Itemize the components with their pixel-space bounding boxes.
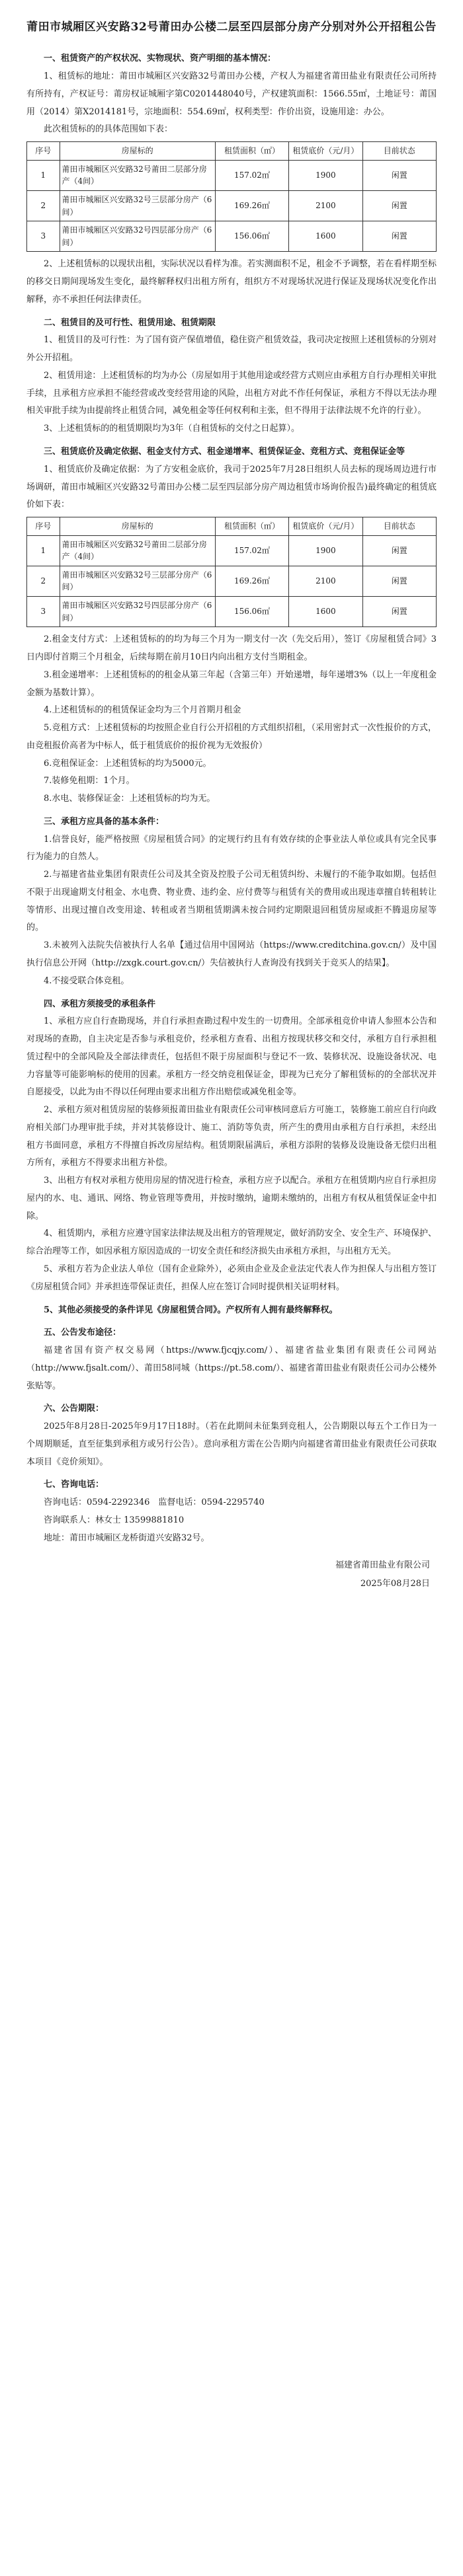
table-header-row [27, 517, 437, 536]
paragraph: 2.租金支付方式：上述租赁标的的均为每三个月为一期支付一次（先交后用），签订《房屋租赁合同》3日内即付首期三个月租金，后续每期在前月10日内向出租方支付当期租金。 [26, 634, 437, 662]
section-heading-2: 二、租赁目的及可行性、租赁用途、租赁期限 [44, 317, 216, 328]
signature-block [26, 1556, 437, 1593]
table-cell: 1900 [289, 535, 362, 566]
table-header-row [27, 142, 437, 161]
table-cell: 169.26㎡ [215, 190, 288, 221]
paragraph: 2、租赁用途：上述租赁标的均为办公（房屋如用于其他用途或经营方式则应由承租方自行办理相关审批手续，且承租方应承担不能经营或改变经营用途的风险，出租方对此不作任何保证，承租方不得以无法办理相关审批手续为由提前终止租赁合同，减免租金等任何权利和主张，但不得用于法律法规不允许的行业）。 [26, 370, 437, 416]
section-heading-8: 七、咨询电话： [44, 1480, 105, 1490]
paragraph: 6.竞租保证金：上述租赁标的均为5000元。 [44, 758, 212, 769]
table-cell: 157.02㎡ [215, 535, 288, 566]
table-cell: 2 [27, 190, 60, 221]
table-cell: 157.02㎡ [215, 160, 288, 190]
paragraph: 5、承租方若为企业法人单位（国有企业除外），必须由企业及企业法定代表人作为担保人与出租方签订《房屋租赁合同》并承担连带保证责任，担保人应在签订合同时提供相关证明材料。 [26, 1264, 437, 1292]
table-cell: 2100 [289, 190, 362, 221]
table-cell: 闲置 [362, 597, 436, 627]
table-cell: 1600 [289, 221, 362, 252]
rental-table-2 [26, 517, 437, 627]
signature-org: 福建省莆田盐业有限公司 [335, 1560, 430, 1571]
column-header: 目前状态 [362, 517, 436, 536]
table-cell: 2 [27, 566, 60, 596]
table-row [27, 566, 437, 596]
table-cell: 闲置 [362, 221, 436, 252]
table-cell: 莆田市城厢区兴安路32号三层部分房产（6间） [60, 190, 215, 221]
table-cell: 闲置 [362, 566, 436, 596]
column-header: 序号 [27, 517, 60, 536]
paragraph: 5.竞租方式：上述租赁标的均按照企业自行公开招租的方式组织招租，（采用密封式一次性报价的方式，由竞租报价高者为中标人，低于租赁底价的报价视为无效报价） [26, 723, 437, 751]
paragraph: 此次租赁标的的具体范围如下表： [44, 124, 173, 135]
paragraph: 1、租赁目的及可行性：为了国有资产保值增值，稳住资产租赁效益，我司决定按照上述租赁标的分别对外公开招租。 [26, 335, 437, 363]
paragraph: 8.水电、装修保证金：上述租赁标的均为无。 [44, 794, 216, 804]
column-header: 房屋标的 [60, 517, 215, 536]
table-cell: 1600 [289, 597, 362, 627]
paragraph: 2.与福建省盐业集团有限责任公司及其全资及控股子公司无租赁纠纷、未履行的不能争取如期。包括但不限于出现逾期支付租金、水电费、物业费、违约金、应付费等与租赁有关的费用或出现违章擅自转租转让等情形、出现过擅自改变用途、转租或者当期租赁期满未按合同约定期限退回租赁房屋或拒不腾退房屋等的。 [26, 870, 437, 933]
paragraph: 7.装修免租期：1个月。 [44, 776, 135, 786]
table-cell: 1 [27, 160, 60, 190]
paragraph: 4.不接受联合体竞租。 [44, 975, 130, 986]
rental-table-1 [26, 141, 437, 252]
paragraph: 2025年8月28日-2025年9月17日18时。（若在此期间未征集到竞租人，公告期限以每五个工作日为一个周期顺延，直至征集到承租方或另行公告）。意向承租方需在公告期内向福建省莆田盐业有限责任公司获取本项目《竞价须知》。 [26, 1421, 437, 1467]
paragraph: 3、出租方有权对承租方使用房屋的情况进行检查，承租方应予以配合。承租方在租赁期内应自行承担房屋内的水、电、通讯、网络、物业管理等费用，并按时缴纳，逾期未缴纳的，出租方有权从租赁保证金中扣除。 [26, 1176, 437, 1221]
table-cell: 1900 [289, 160, 362, 190]
paragraph: 2、上述租赁标的以现状出租，实际状况以看样为准。若实测面积不足，租金不予调整，若在看样期至标的移交日期间现场发生变化，最终解释权归出租方所有，组织方不对现场状况进行保证及现场状况变化作出解释，亦不承担任何法律责任。 [26, 259, 437, 305]
column-header: 序号 [27, 142, 60, 161]
signature-date: 2025年08月28日 [360, 1578, 430, 1589]
table-row [27, 535, 437, 566]
column-header: 租赁底价（元/月） [289, 142, 362, 161]
table-cell: 1 [27, 535, 60, 566]
contact-address: 地址：莆田市城厢区龙桥街道兴安路32号。 [44, 1533, 210, 1543]
section-heading-6: 五、公告发布途径： [44, 1328, 122, 1338]
table-row [27, 190, 437, 221]
paragraph: 3.未被列入法院失信被执行人名单【通过信用中国网站（https://www.creditchina.gov.cn/）及中国执行信息公开网（http://zxgk.court.gov.cn/）失信被执行人查询没有找到关于竞买人的结果】。 [26, 940, 437, 968]
paragraph: 1.信誉良好，能严格按照《房屋租赁合同》的定规行约且有有效存续的企事业法人单位或具有完全民事行为能力的自然人。 [26, 834, 437, 862]
table-cell: 莆田市城厢区兴安路32号莆田二层部分房产（4间） [60, 160, 215, 190]
section-heading-7: 六、公告期限： [44, 1404, 105, 1414]
section-heading-4: 三、承租方应具备的基本条件： [44, 816, 165, 827]
table-row [27, 597, 437, 627]
paragraph-bold: 5、其他必须接受的条件详见《房屋租赁合同》。产权所有人拥有最终解释权。 [44, 1305, 338, 1315]
table-cell: 莆田市城厢区兴安路32号三层部分房产（6间） [60, 566, 215, 596]
table-cell: 莆田市城厢区兴安路32号四层部分房产（6间） [60, 597, 215, 627]
paragraph: 福建省国有资产权交易网（https://www.fjcqjy.com/）、福建省盐业集团有限责任公司网站（http://www.fjsalt.com/）、莆田58同城（https://pt.58.com/）、福建省莆田盐业有限责任公司办公楼外张贴等。 [26, 1345, 437, 1391]
paragraph: 2、承租方须对租赁房屋的装修须报莆田盐业有限责任公司审核同意后方可施工，装修施工前应自行向政府相关部门办理审批手续，并对其装修设计、施工、消防等负责，所产生的费用由承租方自行承担，未经出租方书面同意，承租方不得擅自拆改房屋结构。租赁期限届满后，承租方添附的装修及设施设备无偿归出租方所有，承租方不得要求出租方补偿。 [26, 1105, 437, 1168]
paragraph: 3、上述租赁标的的租赁期限均为3年（自租赁标的交付之日起算）。 [44, 424, 300, 434]
column-header: 租赁底价（元/月） [289, 517, 362, 536]
column-header: 租赁面积（㎡） [215, 517, 288, 536]
page-title: 莆田市城厢区兴安路32号莆田办公楼二层至四层部分房产分别对外公开招租公告 [26, 20, 437, 34]
section-heading-1: 一、租赁资产的产权状况、实物现状、资产明细的基本情况： [44, 54, 276, 64]
announcement-page [26, 0, 437, 1593]
column-header: 房屋标的 [60, 142, 215, 161]
column-header: 目前状态 [362, 142, 436, 161]
table-row [27, 221, 437, 252]
table-row [27, 160, 437, 190]
paragraph: 1、承租方应自行查勘现场，并自行承担查勘过程中发生的一切费用。全部承租竞价申请人参照本公告和对现场的查勘，自主决定是否参与承租竞价，经承租方查看、出租方按现状移交和交付，承租方自行承担租赁过程中的全部风险及全部法律责任，包括但不限于房屋面积与登记不一致、装修状况、设施设备状况、电力容量等可能影响标的使用的因素。承租方一经交纳竞租保证金，即视为已充分了解租赁标的的全部状况并自愿接受，以此为由不得以任何理由要求出租方作出赔偿或减免租金等。 [26, 1016, 437, 1098]
table-cell: 3 [27, 597, 60, 627]
paragraph: 3.租金递增率：上述租赁标的的租金从第三年起（含第三年）开始递增，每年递增3%（以上一年度租金金额为基数计算）。 [26, 669, 437, 698]
paragraph: 1、租赁标的地址：莆田市城厢区兴安路32号莆田办公楼，产权人为福建省莆田盐业有限责任公司所持有所持有，产权证号：莆房权证城厢字第C0201448040号，产权建筑面积：1566.55㎡，土地证号：莆国用（2014）第X2014181号，宗地面积：554.69㎡，权利类型：作价出资，设施用途：办公。 [26, 71, 437, 117]
paragraph: 1、租赁底价及确定依据：为了方安租金底价，我司于2025年7月28日组织人员去标的现场周边进行市场调研，莆田市城厢区兴安路32号莆田办公楼二层至四层部分房产周边租赁市场询价报告)最终确定的租赁底价如下表： [26, 464, 437, 510]
table-cell: 莆田市城厢区兴安路32号四层部分房产（6间） [60, 221, 215, 252]
paragraph: 4.上述租赁标的的租赁保证金均为三个月首期月租金 [44, 705, 241, 716]
table-cell: 3 [27, 221, 60, 252]
table-cell: 闲置 [362, 535, 436, 566]
table-cell: 169.26㎡ [215, 566, 288, 596]
section-heading-5: 四、承租方须接受的承租条件 [44, 999, 156, 1009]
table-cell: 闲置 [362, 190, 436, 221]
column-header: 租赁面积（㎡） [215, 142, 288, 161]
table-cell: 闲置 [362, 160, 436, 190]
paragraph: 4、租赁期内，承租方应遵守国家法律法规及出租方的管理规定，做好消防安全、安全生产、环境保护、综合治理等工作，如因承租方原因造成的一切安全责任和经济损失由承租方承担，与出租方无关。 [26, 1229, 437, 1257]
contact-person: 咨询联系人：林女士 13599881810 [44, 1515, 185, 1525]
table-cell: 2100 [289, 566, 362, 596]
table-cell: 156.06㎡ [215, 221, 288, 252]
table-cell: 156.06㎡ [215, 597, 288, 627]
table-cell: 莆田市城厢区兴安路32号莆田二层部分房产（4间） [60, 535, 215, 566]
contact-phone: 咨询电话：0594-2292346 监督电话：0594-2295740 [44, 1497, 265, 1508]
section-heading-3: 三、租赁底价及确定依据、租金支付方式、租金递增率、租赁保证金、竞租方式、竞租保证金等 [44, 446, 405, 457]
